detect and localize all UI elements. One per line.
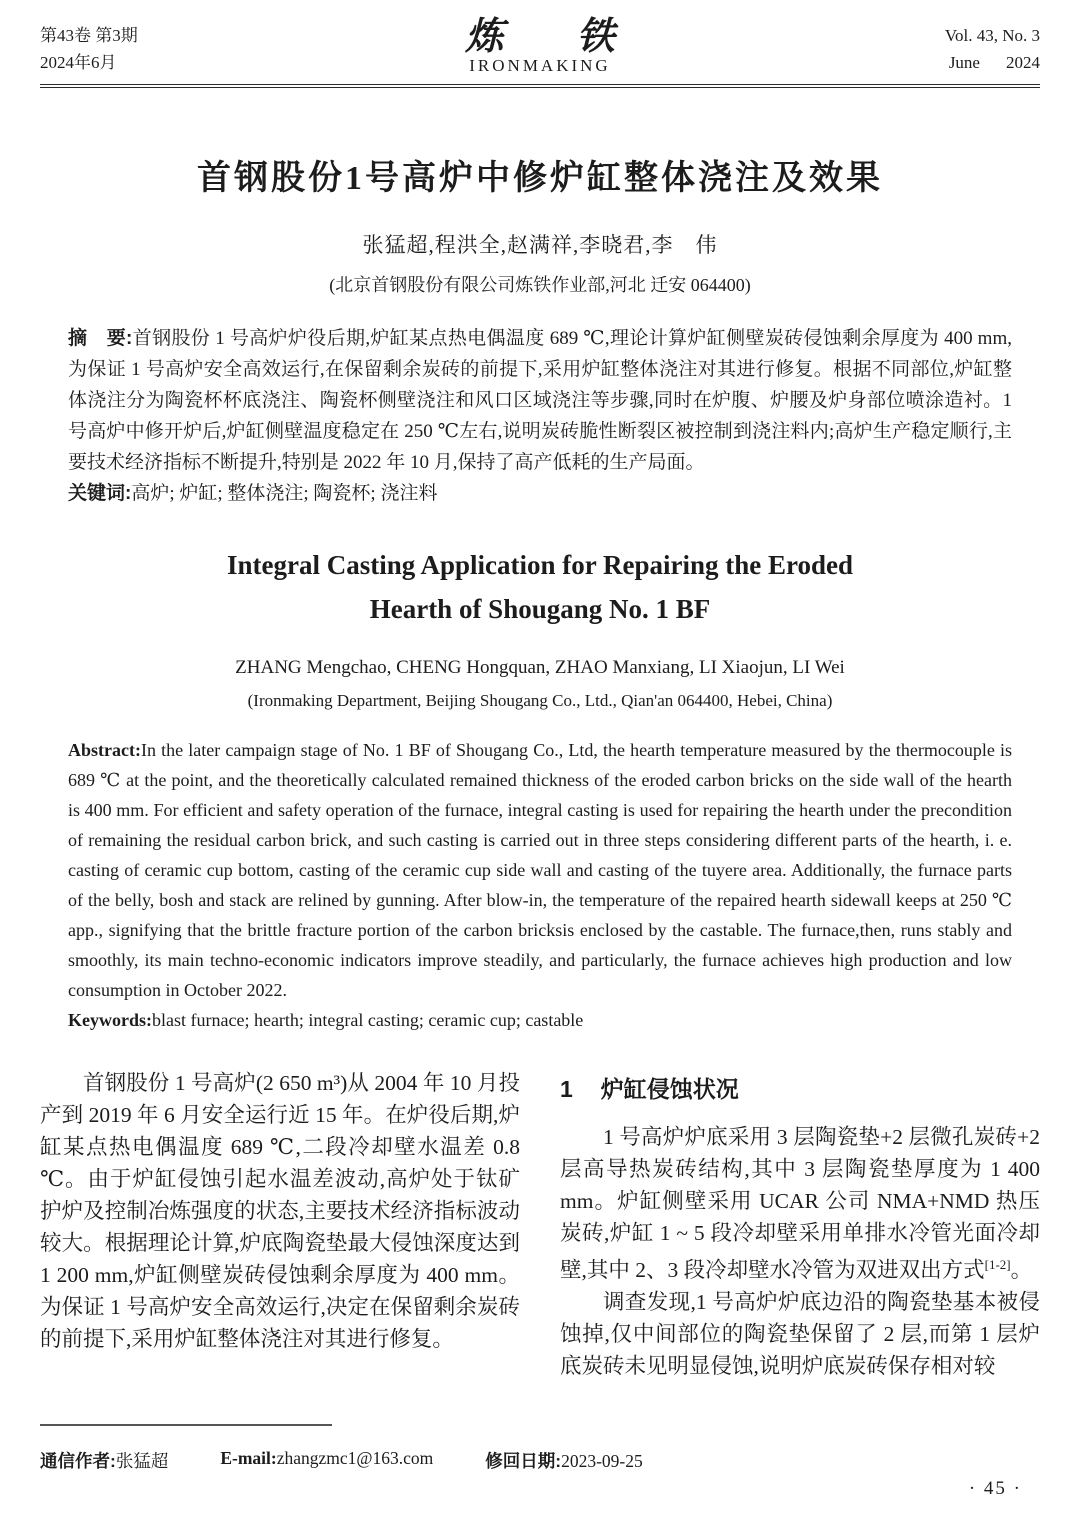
date-en xyxy=(820,49,1040,76)
abstract-label-en: Abstract: xyxy=(68,740,141,760)
revised-date-label: 修回日期: xyxy=(485,1451,562,1471)
article-title-en-line1: Integral Casting Application for Repairing the Eroded xyxy=(226,550,854,580)
volume-issue-cn: 第43卷 第3期 xyxy=(40,26,138,45)
body-left-column xyxy=(40,1067,520,1429)
keywords-text-cn: 高炉; 炉缸; 整体浇注; 陶瓷杯; 浇注料 xyxy=(131,483,438,504)
keywords-cn xyxy=(68,478,1012,509)
email-label: E-mail: xyxy=(220,1448,277,1468)
journal-header-right xyxy=(820,18,1040,76)
keywords-en xyxy=(68,1005,1012,1035)
keywords-label-cn: 关键词: xyxy=(68,483,132,504)
journal-header-left xyxy=(40,18,260,76)
email-value: zhangzmc1@163.com xyxy=(276,1448,434,1468)
keywords-text-en: blast furnace; hearth; integral casting; ceramic cup; castable xyxy=(152,1010,584,1030)
body-columns xyxy=(40,1067,1040,1429)
section-1-paragraph-2: 调查发现,1 号高炉炉底边沿的陶瓷垫基本被侵蚀掉,仅中间部位的陶瓷垫保留了 2 层,而第 1 层炉底炭砖未见明显侵蚀,说明炉底炭砖保存相对较 xyxy=(560,1290,1040,1379)
journal-logo-cn: 炼 铁 xyxy=(465,13,645,58)
article-title-en-line2: Hearth of Shougang No. 1 BF xyxy=(369,594,711,624)
journal-header xyxy=(40,13,1040,76)
date-cn: 2024年6月 xyxy=(40,53,117,72)
affiliation-en: (Ironmaking Department, Beijing Shougang Co., Ltd., Qian'an 064400, Hebei, China) xyxy=(247,691,833,710)
section-1-paragraph-1-end: 。 xyxy=(1010,1258,1033,1283)
abstract-text-cn: 首钢股份 1 号高炉炉役后期,炉缸某点热电偶温度 689 ℃,理论计算炉缸侧壁炭砖侵蚀剩余厚度为 400 mm,为保证 1 号高炉安全高效运行,在保留剩余炭砖的前提下,采用炉缸整体浇注对其进行修复。根据不同部位,炉缸整体浇注分为陶瓷杯杯底浇注、陶瓷杯侧壁浇注和风口区域浇注等步骤,同时在炉腹、炉腰及炉身部位喷涂造衬。1 号高炉中修开炉后,炉缸侧壁温度稳定在 250 ℃左右,说明炭砖脆性断裂区被控制到浇注料内;高炉生产稳定顺行,主要技术经济指标不断提升,特别是 2022 年 10 月,保持了高产低耗的生产局面。 xyxy=(68,328,1012,473)
intro-paragraph: 首钢股份 1 号高炉(2 650 m³)从 2004 年 10 月投产到 2019 年 6 月安全运行近 15 年。在炉役后期,炉缸某点热电偶温度 689 ℃,二段冷却壁水温差 0.8 ℃。由于炉缸侵蚀引起水温差波动,高炉处于钛矿护炉及控制冶炼强度的状态,主要技术经济指标波动较大。根据理论计算,炉底陶瓷垫最大侵蚀深度达到 1 200 mm,炉缸侧壁炭砖侵蚀剩余厚度为 400 mm。为保证 1 号高炉安全高效运行,决定在保留剩余炭砖的前提下,采用炉缸整体浇注对其进行修复。 xyxy=(40,1071,520,1351)
abstract-text-en: In the later campaign stage of No. 1 BF of Shougang Co., Ltd, the hearth temperature measured by the thermocouple is 689 ℃ at the point, and the theoretically calculated remained thickness of the eroded carbon bricks on the side wall of the hearth is 400 mm. For efficient and safety operation of the furnace, integral casting is used for repairing the hearth under the precondition of remaining the residual carbon brick, and such casting is carried out in three steps considering different parts of the hearth, i. e. casting of ceramic cup bottom, casting of the ceramic cup side wall and casting of the tuyere area. Additionally, the furnace parts of the belly, bosh and stack are relined by gunning. After blow-in, the temperature of the repaired hearth sidewall keeps at 250 ℃ app., signifying that the brittle fracture portion of the carbon bricksis enclosed by the castable. The furnace,then, runs stably and smoothly, its main techno-economic indicators improve steadily, and particularly, the furnace achieves high production and low consumption in October 2022. xyxy=(68,740,1012,1000)
section-1-number: 1 xyxy=(560,1076,573,1102)
article-title-cn: 首钢股份1号高炉中修炉缸整体浇注及效果 xyxy=(197,160,883,197)
authors-en: ZHANG Mengchao, CHENG Hongquan, ZHAO Manxiang, LI Xiaojun, LI Wei xyxy=(235,657,845,678)
body-right-column xyxy=(560,1067,1040,1429)
abstract-en xyxy=(68,735,1012,1005)
revised-date-value: 2023-09-25 xyxy=(561,1451,643,1471)
keywords-label-en: Keywords: xyxy=(68,1010,152,1030)
footnote-divider xyxy=(40,1424,332,1426)
journal-logo xyxy=(435,13,645,76)
corresponding-author xyxy=(40,1448,168,1473)
authors-cn: 张猛超,程洪全,赵满祥,李晓君,李 伟 xyxy=(362,233,718,257)
abstract-label-cn: 摘 要: xyxy=(68,328,133,349)
corresponding-author-label: 通信作者: xyxy=(40,1451,116,1471)
section-1-paragraph-1 xyxy=(560,1121,1040,1286)
footnote-line xyxy=(40,1448,643,1473)
article-title-en xyxy=(40,543,1040,631)
date-en-year: 2024 xyxy=(1005,53,1040,72)
corresponding-author-value: 张猛超 xyxy=(115,1451,169,1471)
section-1-heading xyxy=(560,1073,1040,1105)
section-1-title: 炉缸侵蚀状况 xyxy=(600,1076,739,1102)
citation-superscript: [1-2] xyxy=(984,1257,1011,1272)
section-1-paragraph-1-text: 1 号高炉炉底采用 3 层陶瓷垫+2 层微孔炭砖+2 层高导热炭砖结构,其中 3 层陶瓷垫厚度为 1 400 mm。炉缸侧壁采用 UCAR 公司 NMA+NMD 热压炭砖,炉缸 1 ~ 5 段冷却壁采用单排水冷管光面冷却壁,其中 2、3 段冷却壁水冷管为双进双出方式 xyxy=(560,1125,1040,1283)
revised-date xyxy=(485,1448,642,1473)
header-divider xyxy=(40,84,1040,88)
abstract-cn xyxy=(68,323,1012,478)
affiliation-cn: (北京首钢股份有限公司炼铁作业部,河北 迁安 064400) xyxy=(329,275,751,295)
email xyxy=(220,1448,433,1473)
journal-logo-en: IRONMAKING xyxy=(469,56,611,75)
date-en-month: June xyxy=(948,53,980,72)
page-number: · 45 · xyxy=(968,1478,1022,1499)
volume-issue-en: Vol. 43, No. 3 xyxy=(944,26,1040,45)
